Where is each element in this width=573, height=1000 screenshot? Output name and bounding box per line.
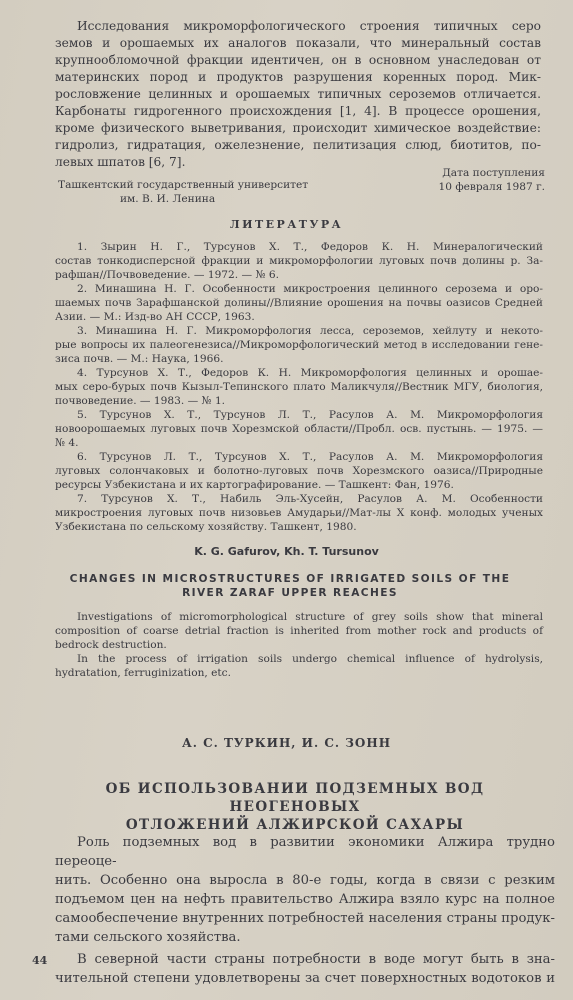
received-label: Дата поступления	[442, 167, 545, 179]
text-line: Карбонаты гидрогенного происхождения [1, 4]. В процессе орошения,	[55, 104, 541, 118]
ref-line: 6. Турсунов Л. Т., Турсунов Х. Т., Расулов А. М. Микроморфология	[77, 451, 543, 463]
reference-item	[55, 408, 543, 450]
body-line: тами сельского хозяйства.	[55, 930, 241, 945]
ref-line: микростроения луговых почв низовьев Амударьи//Мат-лы Х конф. молодых ученых	[55, 507, 543, 519]
body-line: чительной степени удовлетворены за счет поверхностных водотоков и	[55, 971, 555, 986]
received-value: 10 февраля 1987 г.	[438, 181, 545, 193]
affiliation-line: Ташкентский государственный университет	[58, 179, 309, 191]
ref-line: 1. Зырин Н. Г., Турсунов Х. Т., Федоров К. Н. Минералогический	[77, 241, 543, 253]
affiliation-line: им. В. И. Ленина	[120, 193, 216, 205]
body-line: самообеспечение внутренних потребностей населения страны продук-	[55, 911, 555, 926]
reference-item	[55, 240, 543, 282]
reference-item	[55, 282, 543, 324]
abstract-line: In the process of irrigation soils undergo chemical influence of hydrolysis,	[77, 653, 543, 665]
ref-line: 4. Турсунов Х. Т., Федоров К. Н. Микроморфология целинных и орошае-	[77, 367, 543, 379]
text-line: рословжение целинных и орошаемых типичных сероземов отличается.	[55, 87, 541, 101]
ref-line: 7. Турсунов Х. Т., Набиль Эль-Хусейн, Расулов А. М. Особенности	[77, 493, 543, 505]
reference-list	[55, 240, 543, 534]
ru-title	[40, 780, 550, 834]
ref-line: № 4.	[55, 437, 79, 449]
ref-line: ресурсы Узбекистана и их картографирование. — Ташкент: Фан, 1976.	[55, 479, 454, 491]
top-paragraph	[55, 18, 541, 171]
text-line: крупнообломочной фракции идентичен, он в основном унаследован от	[55, 53, 541, 67]
body-line: Роль подземных вод в развитии экономики Алжира трудно переоце-	[55, 835, 555, 869]
page-number: 44	[32, 954, 48, 967]
body-line: В северной части страны потребности в воде могут быть в зна-	[77, 952, 555, 967]
ref-line: мых серо-бурых почв Кызыл-Тепинского плато Маликчуля//Вестник МГУ, биология,	[55, 381, 543, 393]
ref-line: 2. Минашина Н. Г. Особенности микростроения целинного серозема и оро-	[77, 283, 543, 295]
body-line: нить. Особенно она выросла в 80-е годы, когда в связи с резким	[55, 873, 555, 888]
ref-line: зиса почв. — М.: Наука, 1966.	[55, 353, 224, 365]
text-line: материнских пород и продуктов разрушения коренных пород. Мик-	[55, 70, 541, 84]
text-line: гидролиз, гидратация, ожелезнение, пелитизация слюд, биотитов, по-	[55, 138, 541, 152]
ref-line: луговых солончаковых и болотно-луговых почв Хорезмского оазиса//Природные	[55, 465, 543, 477]
ref-line: состав тонкодисперсной фракции и микроморфологии луговых почв долины р. За-	[55, 255, 543, 267]
ref-line: шаемых почв Зарафшанской долины//Влияние орошения на почвы оазисов Средней	[55, 297, 543, 309]
reference-item	[55, 324, 543, 366]
en-title	[30, 572, 550, 600]
en-title-line: CHANGES IN MICROSTRUCTURES OF IRRIGATED SOILS OF THE	[69, 573, 511, 585]
ref-line: 3. Минашина Н. Г. Микроморфология лесса, сероземов, хейлуту и некото-	[77, 325, 543, 337]
received-date	[400, 166, 545, 194]
text-line: земов и орошаемых их аналогов показали, что минеральный состав	[55, 36, 541, 50]
ref-line: новоорошаемых луговых почв Хорезмской области//Пробл. осв. пустынь. — 1975. —	[55, 423, 543, 435]
abstract-line: bedrock destruction.	[55, 639, 167, 651]
reference-item	[55, 492, 543, 534]
reference-item	[55, 450, 543, 492]
ru-title-line: ОТЛОЖЕНИЙ АЛЖИРСКОЙ САХАРЫ	[125, 817, 465, 833]
ref-line: Азии. — М.: Изд-во АН СССР, 1963.	[55, 311, 255, 323]
en-authors: K. G. Gafurov, Kh. T. Tursunov	[194, 545, 379, 558]
abstract-line: hydratation, ferruginization, etc.	[55, 667, 231, 679]
body-text	[55, 833, 555, 988]
ref-line: 5. Турсунов Х. Т., Турсунов Л. Т., Расулов А. М. Микроморфология	[77, 409, 543, 421]
text-line: Исследования микроморфологического строения типичных серо	[77, 19, 541, 33]
ref-line: почвоведение. — 1983. — № 1.	[55, 395, 226, 407]
en-title-line: RIVER ZARAF UPPER REACHES	[182, 587, 398, 599]
en-abstract	[55, 610, 543, 680]
ref-line: Узбекистана по сельскому хозяйству. Ташкент, 1980.	[55, 521, 357, 533]
ru-authors: А. С. ТУРКИН, И. С. ЗОНН	[181, 736, 392, 750]
ref-line: рые вопросы их палеогенезиса//Микроморфологический метод в исследовании гене-	[55, 339, 543, 351]
reference-item	[55, 366, 543, 408]
text-line: кроме физического выветривания, происходит химическое воздействие:	[55, 121, 541, 135]
ru-title-line: ОБ ИСПОЛЬЗОВАНИИ ПОДЗЕМНЫХ ВОД НЕОГЕНОВЫХ	[105, 781, 485, 815]
text-line: левых шпатов [6, 7].	[55, 155, 186, 169]
abstract-line: composition of coarse detrial fraction is inherited from mother rock and products of	[55, 625, 543, 637]
literature-heading: ЛИТЕРАТУРА	[229, 218, 344, 231]
body-line: подъемом цен на нефть правительство Алжира взяло курс на полное	[55, 892, 555, 907]
ref-line: рафшан//Почвоведение. — 1972. — № 6.	[55, 269, 279, 281]
affiliation	[58, 178, 318, 206]
abstract-line: Investigations of micromorphological structure of grey soils show that mineral	[77, 611, 543, 623]
